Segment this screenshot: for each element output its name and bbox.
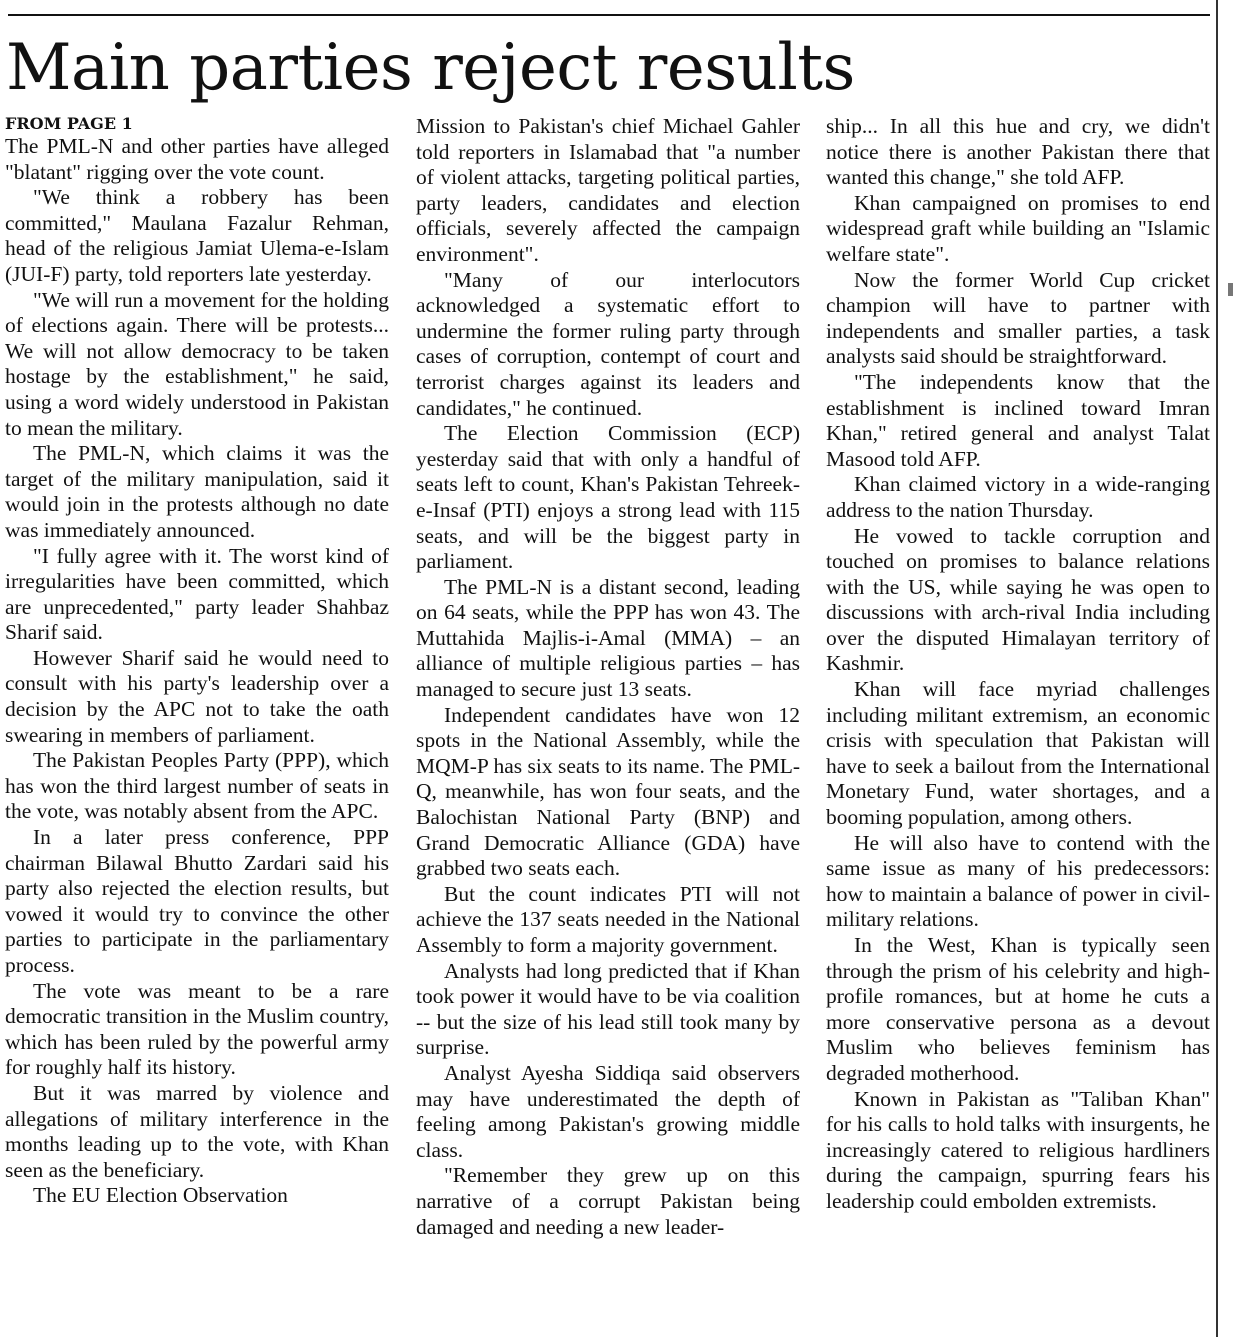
paragraph: But it was marred by violence and allegations of military interference in the months leading up to the vote, with Khan seen as the beneficiary. xyxy=(5,1080,389,1182)
paragraph: The Election Commission (ECP) yesterday said that with only a handful of seats left to count, Khan's Pakistan Tehreek-e-Insaf (PTI) enjoys a strong lead with 115 seats, and will be the biggest party in parliament. xyxy=(416,421,800,574)
paragraph: However Sharif said he would need to consult with his party's leadership over a decision by the APC not to take the oath swearing in members of parliament. xyxy=(5,645,389,747)
article-column-1 xyxy=(5,114,389,1324)
paragraph: The vote was meant to be a rare democratic transition in the Muslim country, which has been ruled by the powerful army for roughly half its history. xyxy=(5,978,389,1080)
paragraph: In the West, Khan is typically seen through the prism of his celebrity and high-profile romances, but at home he cuts a more conservative persona as a devout Muslim who believes feminism has degraded motherhood. xyxy=(826,933,1210,1085)
paragraph: Khan will face myriad challenges including militant extremism, an economic crisis with speculation that Pakistan will have to seek a bailout from the International Monetary Fund, water shortages, and a booming population, among others. xyxy=(826,677,1210,830)
paragraph: "Remember they grew up on this narrative of a corrupt Pakistan being damaged and needing a new leader- xyxy=(416,1163,800,1239)
top-rule xyxy=(8,14,1210,16)
paragraph: "We will run a movement for the holding of elections again. There will be protests... We will not allow democracy to be taken hostage by the establishment," he said, using a word widely understood in Pakistan to mean the military. xyxy=(5,287,389,440)
paragraph: The PML-N is a distant second, leading on 64 seats, while the PPP has won 43. The Muttahida Majlis-i-Amal (MMA) – an alliance of multiple religious parties – has managed to secure just 13 seats. xyxy=(416,574,800,702)
paragraph: Khan campaigned on promises to end widespread graft while building an "Islamic welfare state". xyxy=(826,190,1210,266)
paragraph: "Many of our interlocutors acknowledged a systematic effort to undermine the former ruling party through cases of corruption, contempt of court and terrorist charges against its leaders and candidates," he continued. xyxy=(416,267,800,420)
paragraph: The PML-N, which claims it was the target of the military manipulation, said it would join in the protests although no date was immediately announced. xyxy=(5,441,389,542)
adjacent-page-fragment xyxy=(1228,283,1233,296)
paragraph: But the count indicates PTI will not achieve the 137 seats needed in the National Assembly to form a majority government. xyxy=(416,881,800,957)
paragraph: ship... In all this hue and cry, we didn't notice there is another Pakistan there that wanted this change," she told AFP. xyxy=(826,114,1210,190)
paragraph: The EU Election Observation xyxy=(33,1183,288,1208)
article-column-3 xyxy=(826,114,1210,1324)
paragraph: Now the former World Cup cricket champion will have to partner with independents and smaller parties, a task analysts said should be straightforward. xyxy=(826,267,1210,369)
page-edge-rule xyxy=(1216,0,1218,1337)
kicker: FROM PAGE 1 xyxy=(5,114,133,133)
paragraph: "The independents know that the establishment is inclined toward Imran Khan," retired general and analyst Talat Masood told AFP. xyxy=(826,369,1210,471)
paragraph: Khan claimed victory in a wide-ranging address to the nation Thursday. xyxy=(826,472,1210,522)
paragraph: Analysts had long predicted that if Khan took power it would have to be via coalition -- but the size of his lead still took many by surprise. xyxy=(416,958,800,1060)
paragraph: Independent candidates have won 12 spots in the National Assembly, while the MQM-P has six seats to its name. The PML-Q, meanwhile, has won four seats, and the Balochistan National Party (BNP) and Grand Democratic Alliance (GDA) have grabbed two seats each. xyxy=(416,702,800,881)
paragraph: "I fully agree with it. The worst kind of irregularities have been committed, which are unprecedented," party leader Shahbaz Sharif said. xyxy=(5,543,389,645)
article-column-2 xyxy=(416,114,800,1324)
headline: Main parties reject results xyxy=(6,31,855,105)
paragraph: He will also have to contend with the same issue as many of his predecessors: how to maintain a balance of power in civil-military relations. xyxy=(826,830,1210,932)
paragraph: In a later press conference, PPP chairman Bilawal Bhutto Zardari said his party also rejected the election results, but vowed it would try to convince the other parties to participate in the parliamentary process. xyxy=(5,825,389,977)
paragraph: "We think a robbery has been committed," Maulana Fazalur Rehman, head of the religious Jamiat Ulema-e-Islam (JUI-F) party, told reporters late yesterday. xyxy=(5,185,389,286)
paragraph: Analyst Ayesha Siddiqa said observers may have underestimated the depth of feeling among Pakistan's growing middle class. xyxy=(416,1060,800,1162)
paragraph: The PML-N and other parties have alleged "blatant" rigging over the vote count. xyxy=(5,134,389,184)
paragraph: The Pakistan Peoples Party (PPP), which has won the third largest number of seats in the vote, was notably absent from the APC. xyxy=(5,748,389,824)
paragraph: Known in Pakistan as "Taliban Khan" for his calls to hold talks with insurgents, he increasingly catered to religious hardliners during the campaign, spurring fears his leadership could embolden extremists. xyxy=(826,1086,1210,1213)
paragraph: Mission to Pakistan's chief Michael Gahler told reporters in Islamabad that "a number of violent attacks, targeting political parties, party leaders, candidates and election officials, severely affected the campaign environment". xyxy=(416,114,800,266)
paragraph: He vowed to tackle corruption and touched on promises to balance relations with the US, while saying he was open to discussions with arch-rival India including over the disputed Himalayan territory of Kashmir. xyxy=(826,523,1210,676)
